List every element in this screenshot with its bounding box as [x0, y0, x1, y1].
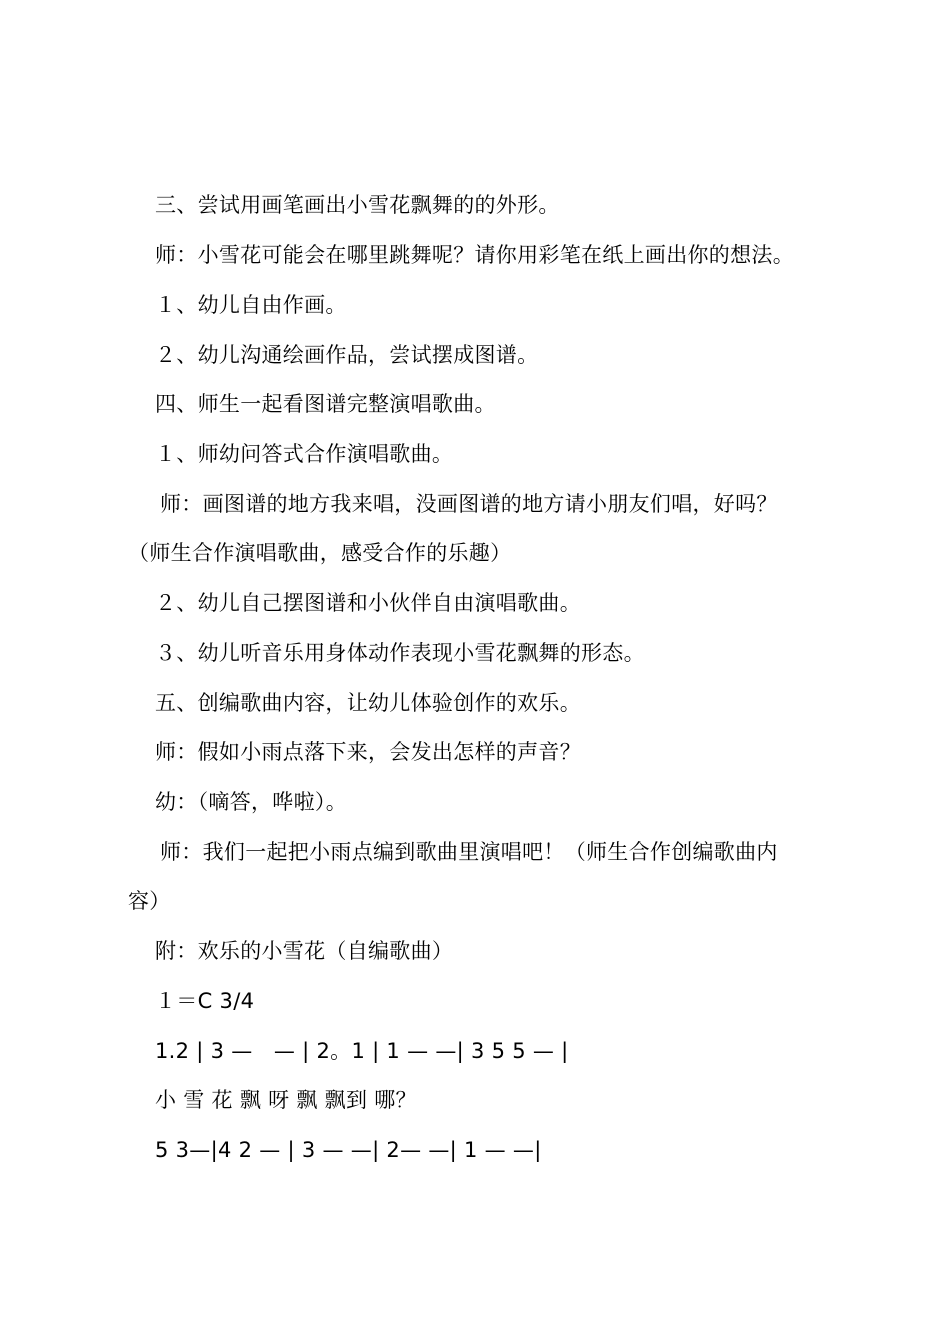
paragraph-continuation: 容） — [128, 889, 171, 913]
section-heading-4: 四、师生一起看图谱完整演唱歌曲。 — [155, 392, 496, 416]
music-notation: 1.2 | 3 — — | 2。1 | 1 — —| 3 5 5 — | — [155, 1039, 569, 1063]
list-item: ２、幼儿自己摆图谱和小伙伴自由演唱歌曲。 — [155, 591, 581, 615]
lyrics-line: 小 雪 花 飘 呀 飘 飘到 哪？ — [155, 1088, 417, 1112]
section-heading-5: 五、创编歌曲内容，让幼儿体验创作的欢乐。 — [155, 691, 581, 715]
teacher-line: 师：假如小雨点落下来，会发出怎样的声音？ — [155, 740, 581, 764]
list-item: １、幼儿自由作画。 — [155, 293, 347, 317]
list-item: ３、幼儿听音乐用身体动作表现小雪花飘舞的形态。 — [155, 641, 645, 665]
song-key: １＝C 3/4 — [155, 989, 255, 1013]
list-item: ２、幼儿沟通绘画作品，尝试摆成图谱。 — [155, 343, 539, 367]
section-heading-3: 三、尝试用画笔画出小雪花飘舞的的外形。 — [155, 193, 560, 217]
list-item: １、师幼问答式合作演唱歌曲。 — [155, 442, 454, 466]
paragraph-continuation: （师生合作演唱歌曲，感受合作的乐趣） — [128, 541, 512, 565]
music-notation: 5 3—|4 2 — | 3 — —| 2— —| 1 — —| — [155, 1138, 542, 1162]
teacher-line: 师：画图谱的地方我来唱，没画图谱的地方请小朋友们唱，好吗？ — [160, 492, 778, 516]
child-line: 幼：（嘀答，哗啦）。 — [155, 790, 347, 814]
appendix-title: 附：欢乐的小雪花（自编歌曲） — [155, 939, 454, 963]
teacher-line: 师：小雪花可能会在哪里跳舞呢？请你用彩笔在纸上画出你的想法。 — [155, 243, 794, 267]
teacher-line: 师：我们一起把小雨点编到歌曲里演唱吧！（师生合作创编歌曲内 — [160, 840, 778, 864]
